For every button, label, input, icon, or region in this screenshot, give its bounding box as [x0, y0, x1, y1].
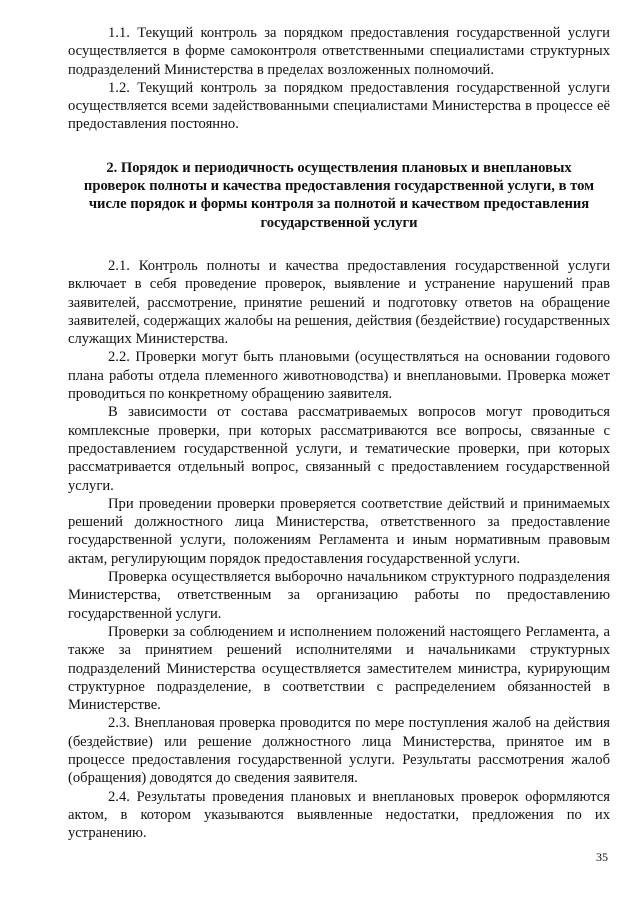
section-heading: 2. Порядок и периодичность осуществления плановых и внеплановых проверок полноты и качества предоставления государственной услуги, в том числе порядок и формы контроля за полнотой и качеством предоставления государственной услуги	[83, 159, 595, 231]
paragraph-check-conduct: При проведении проверки проверяется соответствие действий и принимаемых решений должностного лица Министерства, ответственного за предоставление государственной услуги, положениям Регламента и иным нормативным правовым актам, регулирующим порядок предоставления государственной услуги.	[68, 495, 610, 567]
paragraph-1-2: 1.2. Текущий контроль за порядком предоставления государственной услуги осуществляется всеми задействованными специалистами Министерства в процессе её предоставления постоянно.	[68, 79, 610, 133]
paragraph-check-selective: Проверка осуществляется выборочно начальником структурного подразделения Министерства, ответственным за организацию работы по предоставлению государственной услуги.	[68, 569, 610, 622]
paragraph-2-1: 2.1. Контроль полноты и качества предоставления государственной услуги включает в себя проведение проверок, выявление и устранение нарушений прав заявителей, рассмотрение, принятие решений и подготовку ответов на обращение заявителей, содержащих жалобы на решения, действия (бездействие) государственных служащих Министерства.	[68, 257, 610, 348]
paragraph-2-2: 2.2. Проверки могут быть плановыми (осуществляться на основании годового плана работы отдела племенного животноводства) и внеплановыми. Проверка может проводиться по конкретному обращению заявителя.	[68, 349, 610, 403]
document-page	[68, 24, 610, 842]
paragraph-2-3: 2.3. Внеплановая проверка проводится по мере поступления жалоб на действия (бездействие) или решение должностного лица Министерства, принятое им в процессе предоставления государственной услуги. Результаты рассмотрения жалоб (обращения) доводятся до сведения заявителя.	[68, 715, 610, 787]
page-number: 35	[596, 850, 608, 864]
paragraph-check-deputy: Проверки за соблюдением и исполнением положений настоящего Регламента, а также за принятием решений исполнителями и начальниками структурных подразделений Министерства осуществляется заместителем министра, курирующим структурное подразделение, в соответствии с распределением обязанностей в Министерстве.	[68, 623, 610, 714]
paragraph-2-4: 2.4. Результаты проведения плановых и внеплановых проверок оформляются актом, в котором указываются выявленные недостатки, предложения по их устранению.	[68, 788, 610, 842]
paragraph-check-types: В зависимости от состава рассматриваемых вопросов могут проводиться комплексные проверки, при которых рассматриваются все вопросы, связанные с предоставлением государственной услуги, и тематические проверки, при которых рассматривается отдельный вопрос, связанный с предоставлением государственной услуги.	[68, 404, 610, 494]
paragraph-1-1: 1.1. Текущий контроль за порядком предоставления государственной услуги осуществляется в форме самоконтроля ответственными специалистами структурных подразделений Министерства в пределах возложенных полномочий.	[68, 25, 610, 78]
